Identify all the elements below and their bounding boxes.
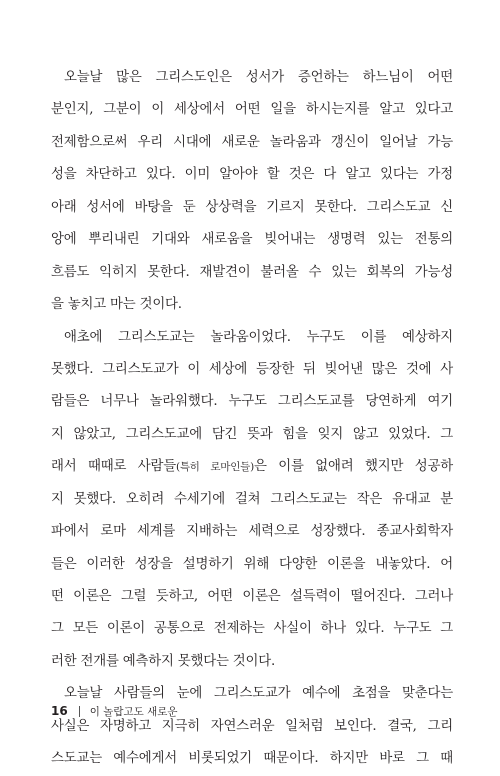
text-line: 들은 이러한 성장을 설명하기 위해 다양한 이론을 내놓았다. 어 [51,556,453,572]
page-number: 16 [51,704,68,718]
text-line: 전제함으로써 우리 시대에 새로운 놀라움과 갱신이 일어날 가능 [51,134,453,150]
text-line: 스도교는 예수에게서 비롯되었기 때문이다. 하지만 바로 그 때 [51,751,453,767]
text-line: 애초에 그리스도교는 놀라움이었다. 누구도 이를 예상하지 [64,329,453,345]
text-segment: 은 이를 없애려 했지만 성공하 [254,459,453,475]
text-line: 파에서 로마 세계를 지배하는 세력으로 성장했다. 종교사회학자 [51,524,453,540]
text-line: 앙에 뿌리내린 기대와 새로움을 빚어내는 생명력 있는 전통의 [51,232,453,248]
small-text-aside: (특히 로마인들) [175,461,255,474]
text-line [51,451,453,483]
page-footer [51,703,178,719]
text-line: 사실은 자명하고 지극히 자연스러운 일처럼 보인다. 결국, 그리 [51,718,453,734]
text-segment: 래서 때때로 사람들 [51,459,176,475]
body-text [51,62,453,776]
text-line: 못했다. 그리스도교가 이 세상에 등장한 뒤 빚어낸 많은 것에 사 [51,361,453,377]
text-line: 분인지, 그분이 이 세상에서 어떤 일을 하시는지를 알고 있다고 [51,102,453,118]
text-line: 흐름도 익히지 못한다. 재발견이 불러올 수 있는 회복의 가능성 [51,264,453,280]
text-line: 아래 성서에 바탕을 둔 상상력을 기르지 못한다. 그리스도교 신 [51,199,453,215]
text-line: 을 놓치고 마는 것이다. [51,297,182,313]
text-line: 그 모든 이론이 공통으로 전제하는 사실이 하나 있다. 누구도 그 [51,621,453,637]
text-line: 성을 차단하고 있다. 이미 알아야 할 것은 다 알고 있다는 가정 [51,167,453,183]
text-line: 지 못했다. 오히려 수세기에 걸쳐 그리스도교는 작은 유대교 분 [51,491,453,507]
text-line: 지 않았고, 그리스도교에 담긴 뜻과 힘을 잊지 않고 있었다. 그 [51,426,453,442]
text-line: 러한 전개를 예측하지 못했다는 것이다. [51,653,276,669]
footer-divider [79,706,80,717]
text-line: 오늘날 사람들의 눈에 그리스도교가 예수에 초점을 맞춘다는 [64,686,453,702]
running-title: 이 놀랍고도 새로운 [89,705,178,718]
text-line: 람들은 너무나 놀라워했다. 누구도 그리스도교를 당연하게 여기 [51,394,453,410]
text-line: 떤 이론은 그럴 듯하고, 어떤 이론은 설득력이 떨어진다. 그러나 [51,589,453,604]
text-line: 오늘날 많은 그리스도인은 성서가 증언하는 하느님이 어떤 [64,70,453,85]
